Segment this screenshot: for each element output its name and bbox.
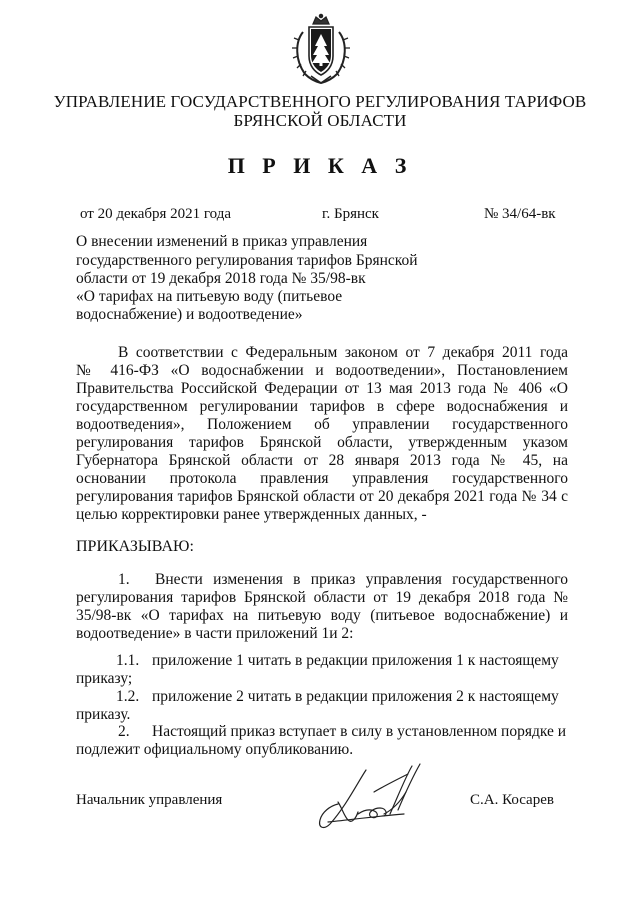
preamble-line: водоотведения», Положением об управлении государственного — [76, 416, 568, 433]
agency-name-line-2: БРЯНСКОЙ ОБЛАСТИ — [233, 111, 407, 130]
item-number: 2. — [118, 723, 130, 740]
item-line: Внести изменения в приказ управления государственного — [155, 571, 568, 588]
subject-line: «О тарифах на питьевую воду (питьевое — [76, 288, 343, 305]
preamble-line: Губернатора Брянской области от 28 января 2013 года № 45, на — [76, 452, 568, 469]
order-word: ПРИКАЗЫВАЮ: — [76, 538, 194, 555]
coat-of-arms-icon — [289, 12, 353, 88]
item-line: Настоящий приказ вступает в силу в установленном порядке и — [152, 723, 567, 740]
document-city: г. Брянск — [322, 206, 379, 222]
agency-name-line-1: УПРАВЛЕНИЕ ГОСУДАРСТВЕННОГО РЕГУЛИРОВАНИЯ ТАРИФОВ — [53, 92, 587, 111]
preamble-line: государственном регулировании тарифов в сфере водоснабжения и — [76, 398, 568, 415]
item-number: 1. — [118, 571, 130, 588]
signatory-position: Начальник управления — [76, 792, 223, 808]
subject-line: водоснабжение) и водоотведение» — [76, 306, 303, 323]
document-number: № 34/64-вк — [484, 206, 556, 222]
item-line: водоотведение» в части приложений 1и 2: — [76, 625, 354, 642]
item-line: приказу; — [76, 670, 133, 687]
item-line: регулирования тарифов Брянской области от 19 декабря 2018 года № — [76, 589, 568, 606]
document-title: П Р И К А З — [227, 153, 413, 178]
preamble-line: регулирования тарифов Брянской области от 20 декабря 2021 года № 34 с — [76, 488, 568, 505]
preamble-line: В соответствии с Федеральным законом от 7 декабря 2011 года — [118, 344, 568, 361]
item-line: приложение 1 читать в редакции приложения 1 к настоящему — [152, 652, 559, 669]
preamble-line: регулирования тарифов Брянской области, утвержденным указом — [76, 434, 568, 451]
subject-line: государственного регулирования тарифов Брянской — [76, 252, 418, 269]
preamble-line: целью корректировки ранее утвержденных данных, - — [76, 506, 427, 523]
item-line: 35/98-вк «О тарифах на питьевую воду (питьевое водоснабжение) и — [76, 607, 568, 624]
preamble-line: основании протокола правления управления государственного — [76, 470, 568, 487]
document-date: от 20 декабря 2021 года — [80, 206, 232, 222]
subject-line: области от 19 декабря 2018 года № 35/98-вк — [76, 270, 366, 287]
subject-line: О внесении изменений в приказ управления — [76, 233, 368, 250]
item-number: 1.2. — [116, 688, 140, 705]
item-number: 1.1. — [116, 652, 140, 669]
item-line: приложение 2 читать в редакции приложения 2 к настоящему — [152, 688, 559, 705]
item-line: подлежит официальному опубликованию. — [76, 741, 354, 758]
item-line: приказу. — [76, 706, 131, 723]
signatory-name: С.А. Косарев — [470, 792, 554, 808]
preamble-line: № 416-ФЗ «О водоснабжении и водоотведении», Постановлением — [76, 362, 568, 379]
handwritten-signature-icon — [308, 762, 448, 834]
preamble-line: Правительства Российской Федерации от 13 мая 2013 года № 406 «О — [76, 380, 568, 397]
